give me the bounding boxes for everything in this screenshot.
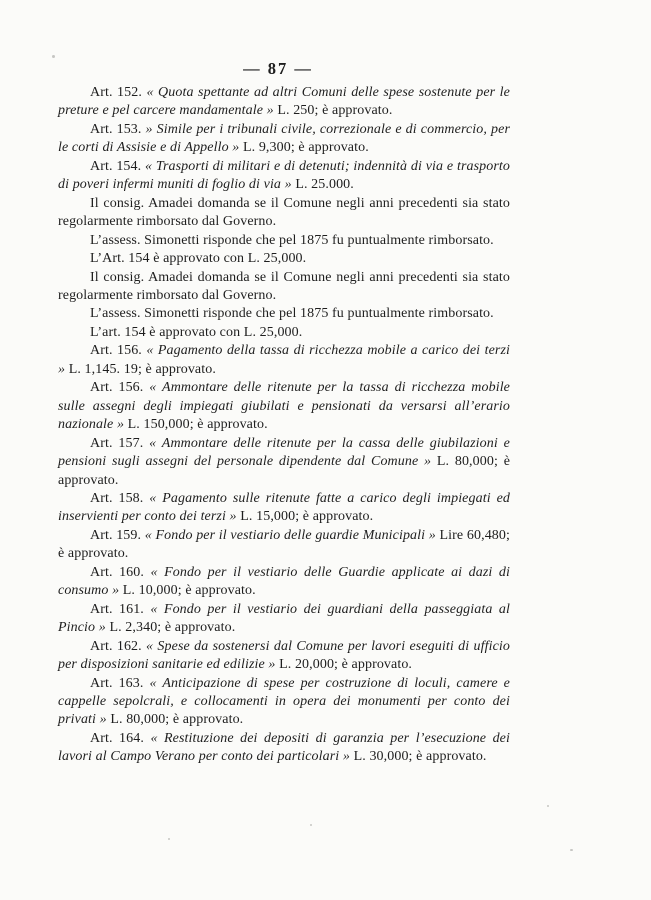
paragraph — [58, 601, 510, 638]
text-run: L. 80,000; è approvato. — [58, 454, 511, 488]
italic-text-run: « Restituzione dei depositi di garanzia per l’esecuzione dei lavori al Campo Verano per conto dei particolari » — [58, 730, 510, 765]
text-run: L. 30,000; è approvato. — [353, 749, 487, 765]
scan-speck — [547, 805, 549, 807]
paragraph — [58, 379, 510, 434]
paragraph — [58, 121, 510, 158]
text-run: Il consig. Amadei domanda se il Comune negli anni precedenti sia stato regolarmente rimborsato dal Governo. — [58, 195, 510, 230]
text-run: Art. 164. — [90, 730, 151, 746]
paragraph — [58, 84, 510, 121]
paragraph — [58, 730, 510, 767]
page-number: — 87 — — [243, 59, 313, 78]
text-run: L. 20,000; è approvato. — [279, 657, 413, 673]
text-run: L. 250; è approvato. — [277, 103, 393, 119]
italic-text-run: « Fondo per il vestiario delle Guardie applicate ai dazi di consumo » — [58, 564, 510, 599]
paragraph — [58, 250, 510, 268]
italic-text-run: « Ammontare delle ritenute per la tassa di ricchezza mobile sulle assegni degli impiegati giubilati e pensionati da versarsi all’erario nazionale » — [58, 380, 510, 433]
paragraph — [58, 324, 510, 342]
italic-text-run: « Anticipazione di spese per costruzione di loculi, camere e cappelle sepolcrali, e collocamenti in opera dei monumenti per conto dei privati » — [58, 675, 510, 728]
italic-text-run: « Fondo per il vestiario delle guardie Municipali » — [144, 527, 440, 543]
italic-text-run: « Pagamento della tassa di ricchezza mobile a carico dei terzi » — [58, 343, 510, 377]
scan-speck — [310, 824, 312, 826]
text-run: L. 9,300; è approvato. — [242, 140, 369, 156]
paragraph — [58, 675, 510, 730]
italic-text-run: » Simile per i tribunali civile, correzionale e di commercio, per le corti di Assisie e di Appello » — [58, 121, 510, 156]
text-run: L. 2,340; è approvato. — [109, 620, 236, 636]
text-run: Il consig. Amadei domanda se il Comune negli anni precedenti sia stato regolarmente rimborsato dal Governo. — [58, 269, 510, 303]
text-run: L. 10,000; è approvato. — [122, 583, 256, 599]
italic-text-run: « Fondo per il vestiario dei guardiani della passeggiata al Pincio » — [58, 601, 510, 636]
text-run: Art. 156. — [90, 380, 150, 396]
text-run: Art. 157. — [90, 435, 150, 451]
text-run: Art. 159. — [90, 527, 145, 543]
text-run: L’Art. 154 è approvato con L. 25,000. — [90, 251, 307, 267]
text-run: L. 150,000; è approvato. — [127, 417, 268, 433]
text-block — [58, 84, 510, 767]
text-run: L’assess. Simonetti risponde che pel 1875 fu puntualmente rimborsato. — [90, 306, 494, 322]
text-run: L. 80,000; è approvato. — [110, 712, 244, 728]
paragraph — [58, 232, 510, 250]
text-run: Art. 153. — [90, 121, 146, 137]
text-run: Art. 160. — [90, 564, 151, 580]
text-run: Art. 154. — [90, 158, 145, 174]
paragraph — [58, 490, 510, 527]
paragraph — [58, 158, 510, 195]
paragraph — [58, 305, 510, 323]
scan-speck — [168, 838, 170, 840]
text-run: Art. 161. — [90, 601, 151, 617]
text-run: L. 25.000. — [295, 177, 354, 193]
text-run: Lire 60,480; è approvato. — [58, 527, 510, 562]
italic-text-run: « Spese da sostenersi dal Comune per lavori eseguiti di ufficio per disposizioni sanitarie ed edilizie » — [58, 638, 510, 673]
paragraph — [58, 638, 510, 675]
text-run: Art. 156. — [90, 343, 147, 359]
text-run: L. 15,000; è approvato. — [240, 509, 374, 525]
text-run: Art. 158. — [90, 490, 150, 506]
paragraph — [58, 195, 510, 232]
paragraph — [58, 564, 510, 601]
paragraph — [58, 435, 510, 490]
scan-speck — [52, 55, 55, 58]
text-run: Art. 163. — [90, 675, 150, 691]
text-run: L. 1,145. 19; è approvato. — [68, 361, 216, 377]
text-run: Art. 162. — [90, 638, 147, 654]
scan-speck — [570, 849, 573, 851]
paragraph — [58, 527, 510, 564]
italic-text-run: « Ammontare delle ritenute per la cassa delle giubilazioni e pensioni sugli assegni del personale dipendente dal Comune » — [58, 435, 510, 470]
italic-text-run: « Trasporti di militari e di detenuti; indennità di via e trasporto di poveri infermi muniti di foglio di via » — [58, 158, 510, 193]
italic-text-run: « Quota spettante ad altri Comuni delle spese sostenute per le preture e pel carcere mandamentale » — [58, 85, 510, 119]
italic-text-run: « Pagamento sulle ritenute fatte a carico degli impiegati ed inservienti per conto dei terzi » — [58, 490, 510, 525]
text-run: L’assess. Simonetti risponde che pel 1875 fu puntualmente rimborsato. — [90, 232, 494, 248]
text-run: L’art. 154 è approvato con L. 25,000. — [90, 324, 303, 340]
text-run: Art. 152. — [90, 85, 147, 100]
paragraph — [58, 269, 510, 306]
paragraph — [58, 342, 510, 379]
